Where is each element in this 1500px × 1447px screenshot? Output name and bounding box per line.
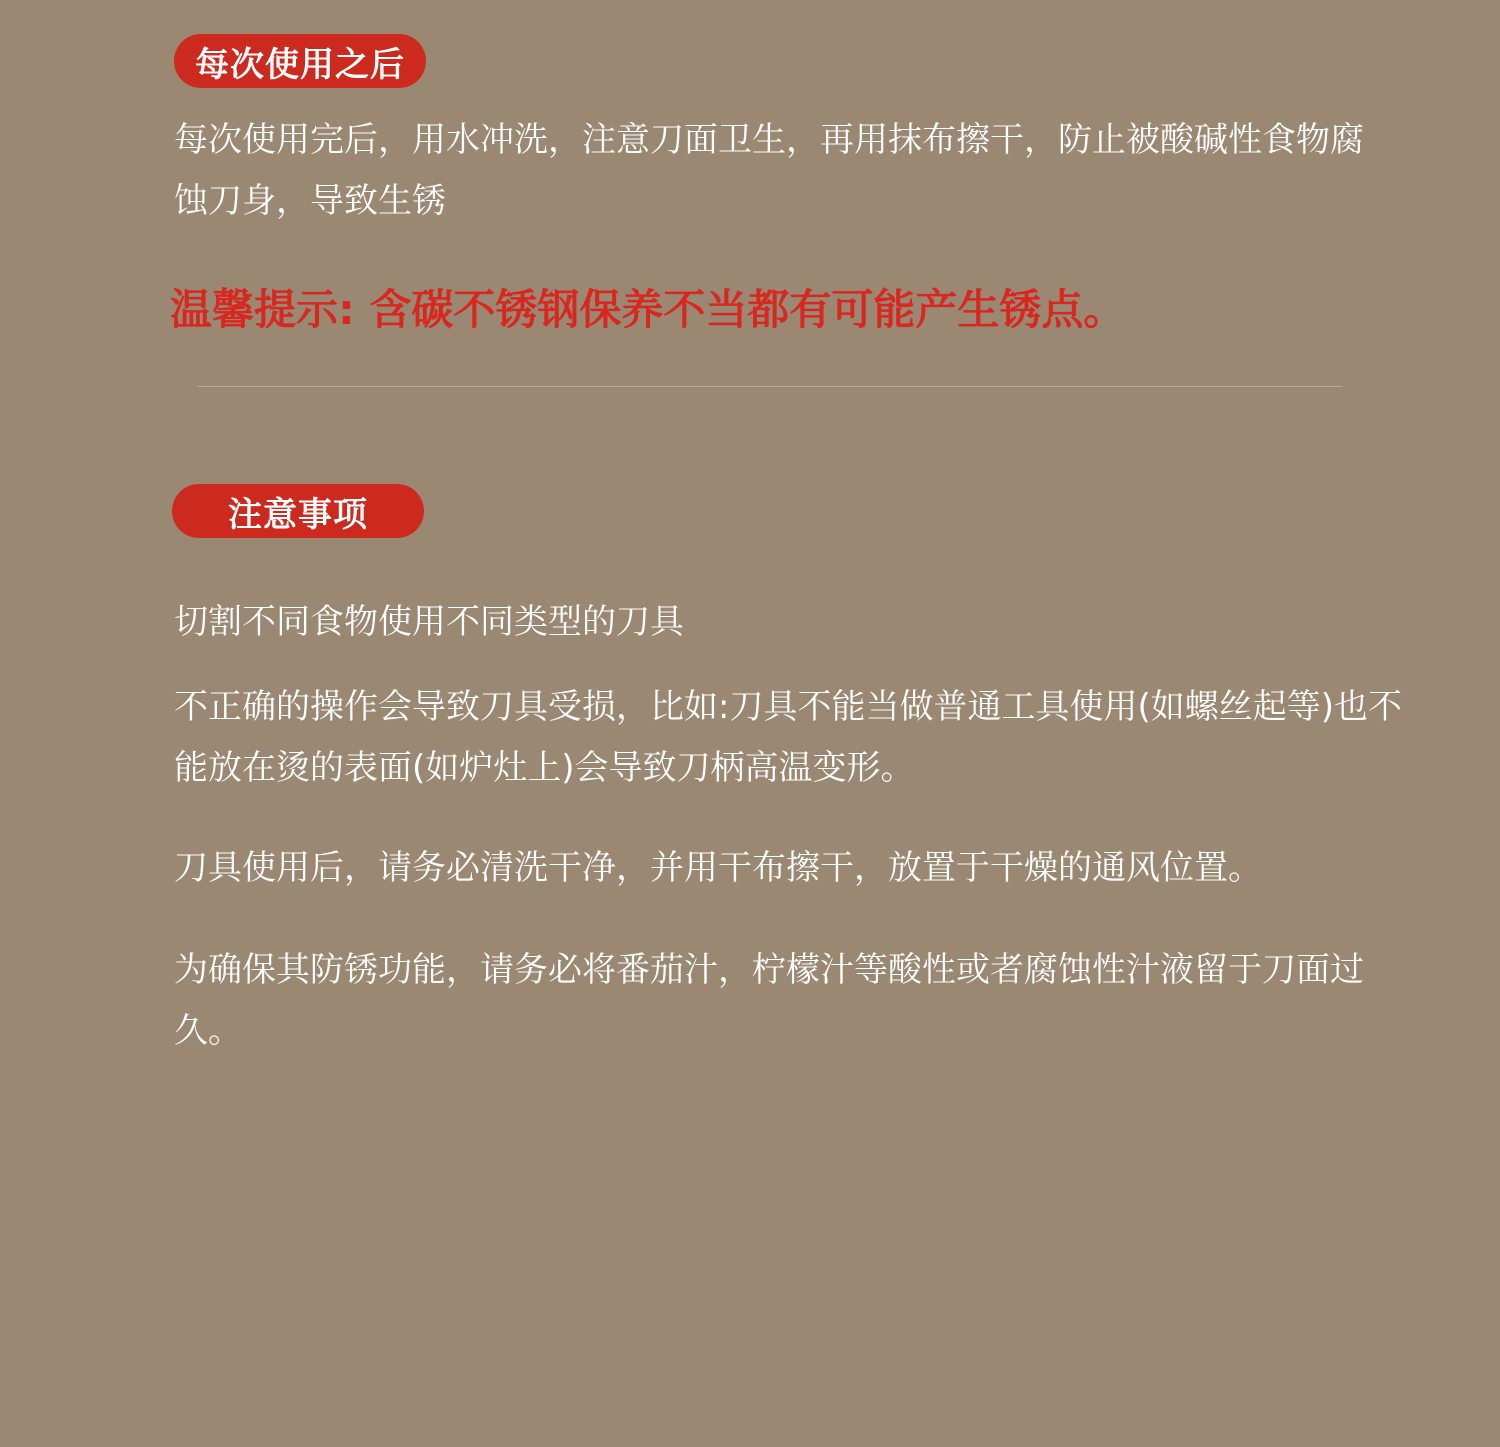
precaution-item: 为确保其防锈功能，请务必将番茄汁，柠檬汁等酸性或者腐蚀性汁液留于刀面过久。 — [174, 950, 1364, 1051]
warm-tip: 温馨提示: 含碳不锈钢保养不当都有可能产生锈点。 — [170, 285, 1126, 334]
precaution-item: 刀具使用后，请务必清洗干净，并用干布擦干，放置于干燥的通风位置。 — [174, 848, 1262, 888]
precaution-item: 不正确的操作会导致刀具受损，比如:刀具不能当做普通工具使用(如螺丝起等)也不能放在烫的表面(如炉灶上)会导致刀柄高温变形。 — [174, 687, 1402, 788]
after-use-instructions: 每次使用完后，用水冲洗，注意刀面卫生，再用抹布擦干，防止被酸碱性食物腐蚀刀身，导致生锈 — [174, 120, 1364, 221]
section-badge-after-use: 每次使用之后 — [174, 34, 426, 88]
section-badge-precautions: 注意事项 — [172, 484, 424, 538]
section-divider — [197, 386, 1342, 387]
precaution-item: 切割不同食物使用不同类型的刀具 — [174, 602, 684, 642]
